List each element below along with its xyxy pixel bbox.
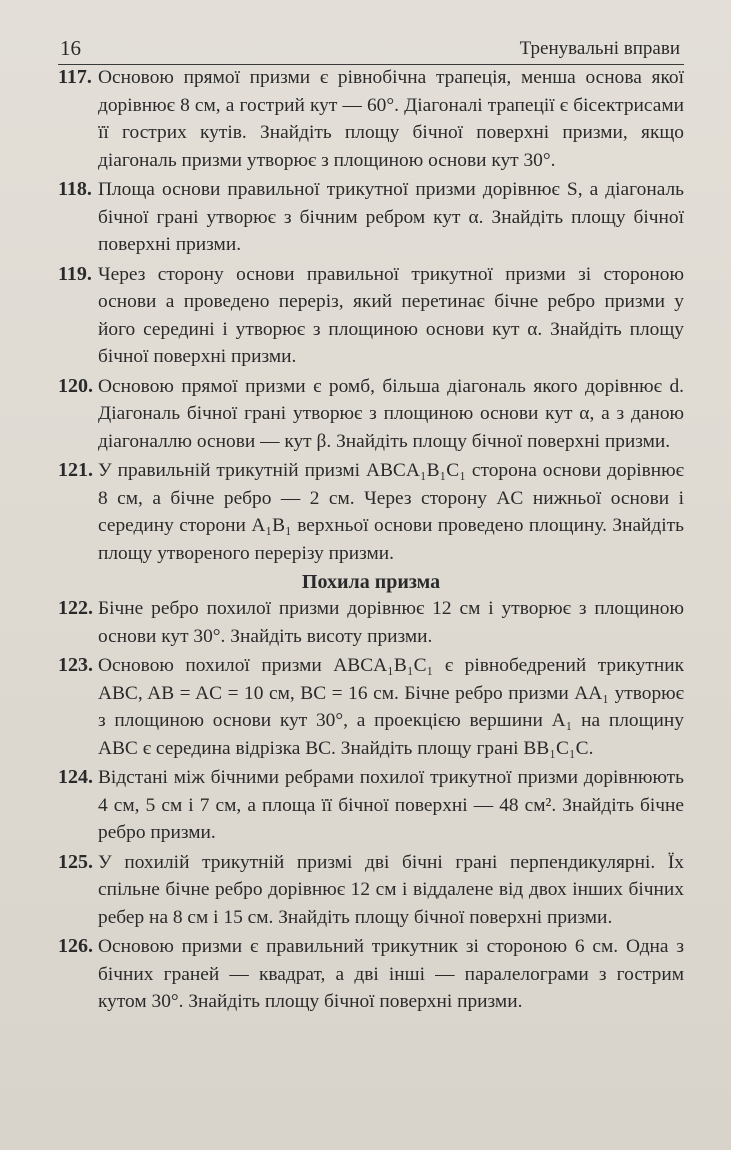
- problem-number: 118.: [58, 178, 92, 200]
- problem-text: Бічне ребро похилої призми дорівнює 12 см і утворює з площиною основи кут 30°. Знайдіть висоту призми.: [98, 598, 684, 647]
- problem-123: [58, 652, 684, 762]
- problem-number: 123.: [58, 654, 93, 676]
- problem-text: Відстані між бічними ребрами похилої трикутної призми дорівнюють 4 см, 5 см і 7 см, а площа її бічної поверхні — 48 см². Знайдіть бічне ребро призми.: [98, 767, 684, 843]
- problem-number: 125.: [58, 850, 93, 873]
- problem-120: [58, 373, 684, 456]
- problem-text: Площа основи правильної трикутної призми дорівнює S, а діагональ бічної грані утворює з бічним ребром кут α. Знайдіть площу бічної поверхні призми.: [98, 179, 684, 255]
- problem-number: 117.: [58, 66, 92, 88]
- problem-number: 120.: [58, 374, 93, 397]
- problem-number: 126.: [58, 935, 93, 957]
- problem-126: [58, 933, 684, 1016]
- problem-number: 121.: [58, 459, 93, 481]
- problem-125: [58, 849, 684, 932]
- problem-121: [58, 457, 684, 567]
- problem-text: У правильній трикутній призмі ABCA₁B₁C₁ сторона основи дорівнює 8 см, а бічне ребро — 2 см. Через сторону AC нижньої основи і середину сторони A₁B₁ верхньої основи проведено площину. Знайдіть площу утвореного перерізу призми.: [98, 460, 684, 564]
- problem-text: У похилій трикутній призмі дві бічні грані перпендикулярні. Їх спільне бічне ребро дорівнює 12 см і віддалене від двох інших бічних ребер на 8 см і 15 см. Знайдіть площу бічної поверхні призми.: [98, 851, 684, 928]
- running-title: Тренувальні вправи: [519, 38, 680, 59]
- problem-text: Основою похилої призми ABCA₁B₁C₁ є рівнобедрений трикутник ABC, AB = AC = 10 см, BC = 16 см. Бічне ребро призми AA₁ утворює з площиною основи кут 30°, а проекцією вершини A₁ на площину ABC є середина відрізка BC. Знайдіть площу грані BB₁C₁C.: [98, 655, 684, 759]
- page-header: [58, 34, 684, 65]
- problem-124: [58, 764, 684, 847]
- problem-119: [58, 261, 684, 371]
- page-number: 16: [60, 36, 81, 60]
- problem-122: [58, 595, 684, 650]
- problem-number: 124.: [58, 766, 93, 788]
- problem-text: Основою призми є правильний трикутник зі стороною 6 см. Одна з бічних граней — квадрат, а дві інші — паралелограми з гострим кутом 30°. Знайдіть площу бічної поверхні призми.: [98, 936, 684, 1012]
- problem-text: Основою прямої призми є ромб, більша діагональ якого дорівнює d. Діагональ бічної грані утворює з площиною основи кут α, а з даною діагоналлю основи — кут β. Знайдіть площу бічної поверхні призми.: [98, 375, 684, 452]
- problem-number: 122.: [58, 597, 93, 619]
- problem-118: [58, 176, 684, 259]
- problem-text: Через сторону основи правильної трикутної призми зі стороною основи a проведено переріз, який перетинає бічне ребро призми у його середині і утворює з площиною основи кут α. Знайдіть площу бічної поверхні призми.: [98, 263, 684, 367]
- section-title: Похила призма: [301, 571, 441, 593]
- problem-text: Основою прямої призми є рівнобічна трапеція, менша основа якої дорівнює 8 см, а гострий кут — 60°. Діагоналі трапеції є бісектрисами її гострих кутів. Знайдіть площу бічної поверхні призми, якщо діагональ призми утворює з площиною основи кут 30°.: [98, 67, 684, 171]
- problem-117: [58, 64, 684, 174]
- problems-content: [58, 64, 684, 1018]
- problem-number: 119.: [58, 262, 92, 285]
